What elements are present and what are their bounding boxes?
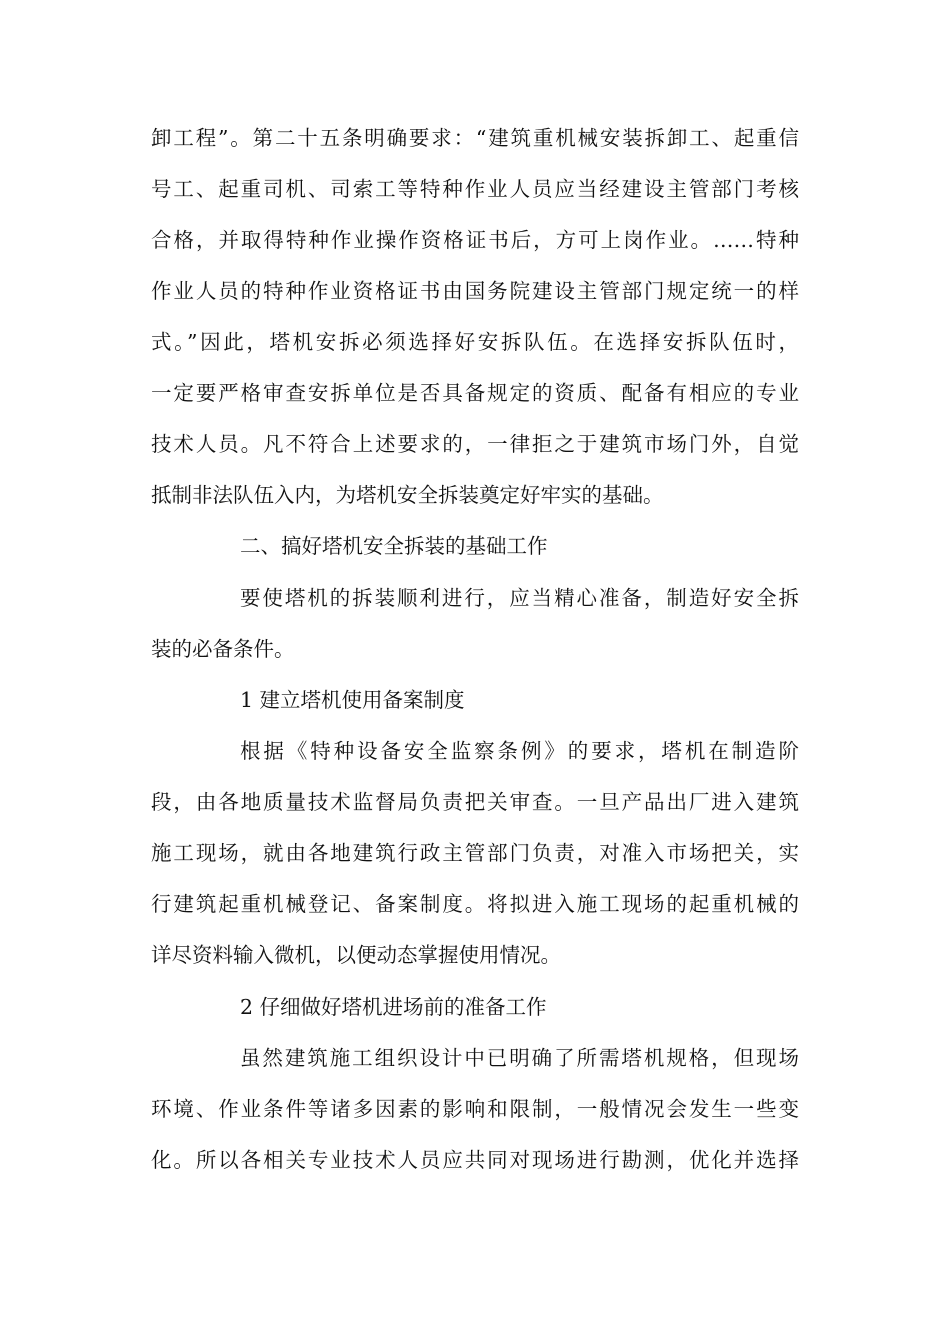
body-text-line: 段，由各地质量技术监督局负责把关审查。一旦产品出厂进入建筑: [151, 790, 799, 814]
body-text-line: 技术人员。凡不符合上述要求的，一律拒之于建筑市场门外，自觉: [151, 432, 799, 456]
subsection-heading: 2 仔细做好塔机进场前的准备工作: [240, 995, 547, 1019]
body-text-line: 合格，并取得特种作业操作资格证书后，方可上岗作业。……特种: [151, 228, 799, 252]
body-text-line: 行建筑起重机械登记、备案制度。将拟进入施工现场的起重机械的: [151, 892, 799, 916]
body-text-line: 作业人员的特种作业资格证书由国务院建设主管部门规定统一的样: [151, 279, 799, 303]
paragraph-first-line: 根据《特种设备安全监察条例》的要求，塔机在制造阶: [240, 739, 799, 763]
body-text-line: 卸工程”。第二十五条明确要求：“建筑重机械安装拆卸工、起重信: [151, 126, 799, 150]
body-text-line: 详尽资料输入微机，以便动态掌握使用情况。: [151, 943, 561, 967]
body-text-line: 一定要严格审查安拆单位是否具备规定的资质、配备有相应的专业: [151, 381, 799, 405]
section-heading: 二、搞好塔机安全拆装的基础工作: [240, 534, 548, 558]
body-text-line: 施工现场，就由各地建筑行政主管部门负责，对准入市场把关，实: [151, 841, 799, 865]
paragraph-first-line: 虽然建筑施工组织设计中已明确了所需塔机规格，但现场: [240, 1046, 799, 1070]
body-text-line: 装的必备条件。: [151, 637, 295, 661]
body-text-line: 抵制非法队伍入内，为塔机安全拆装奠定好牢实的基础。: [151, 483, 664, 507]
paragraph-first-line: 要使塔机的拆装顺利进行，应当精心准备，制造好安全拆: [240, 586, 799, 610]
body-text-line: 式。”因此，塔机安拆必须选择好安拆队伍。在选择安拆队伍时，: [151, 330, 799, 354]
body-text-line: 号工、起重司机、司索工等特种作业人员应当经建设主管部门考核: [151, 177, 799, 201]
body-text-line: 化。所以各相关专业技术人员应共同对现场进行勘测，优化并选择: [151, 1148, 799, 1172]
subsection-heading: 1 建立塔机使用备案制度: [240, 688, 465, 712]
body-text-line: 环境、作业条件等诸多因素的影响和限制，一般情况会发生一些变: [151, 1097, 799, 1121]
